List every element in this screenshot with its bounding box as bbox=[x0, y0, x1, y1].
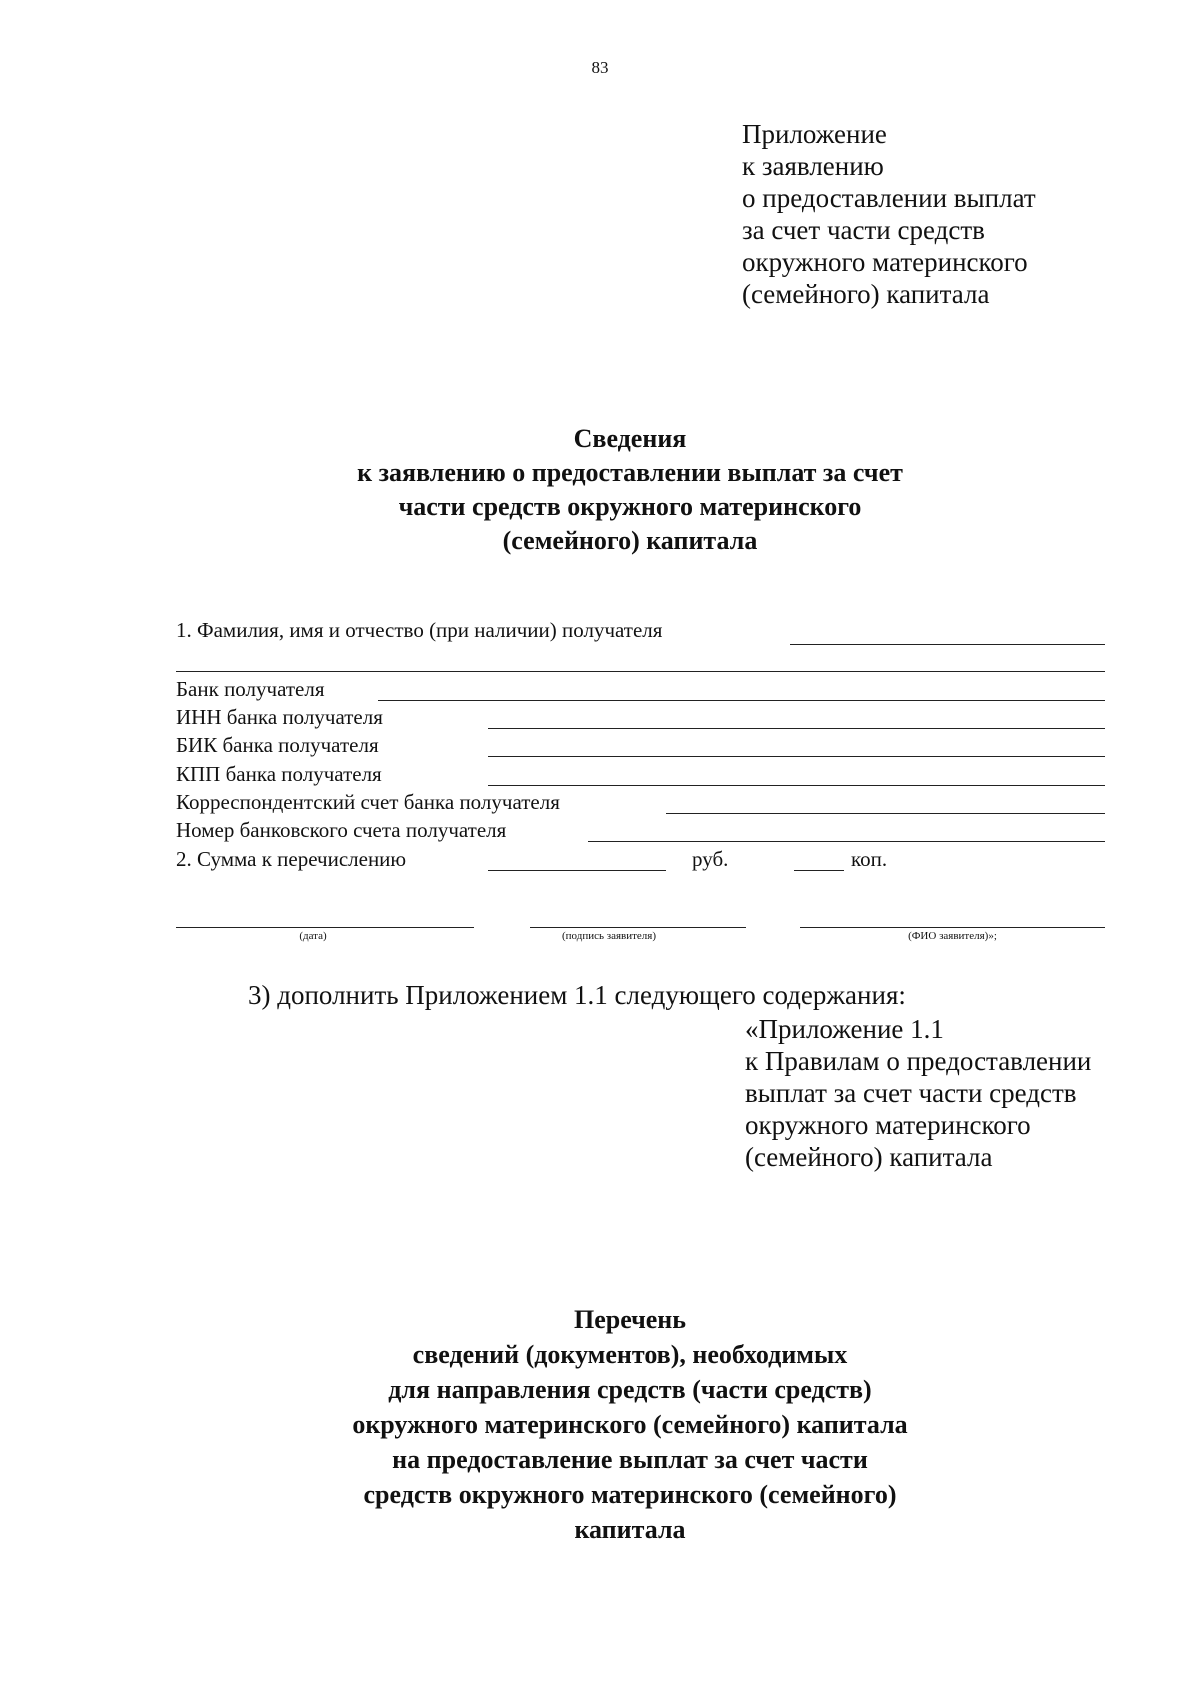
form-title-line: (семейного) капитала bbox=[502, 526, 758, 555]
bank-inn-label: ИНН банка получателя bbox=[176, 705, 383, 729]
list-title-line: на предоставление выплат за счет части bbox=[392, 1445, 868, 1474]
account-number-label: Номер банковского счета получателя bbox=[176, 818, 507, 842]
bank-label: Банк получателя bbox=[176, 677, 325, 701]
appendix-header-line: (семейного) капитала bbox=[742, 279, 990, 309]
signature-line[interactable] bbox=[530, 927, 746, 928]
date-caption: (дата) bbox=[299, 930, 327, 942]
form-title-line: Сведения bbox=[573, 424, 687, 453]
bank-kpp-line[interactable] bbox=[488, 785, 1105, 786]
appendix-header-line: за счет части средств bbox=[742, 215, 985, 245]
appendix-1-1-line: (семейного) капитала bbox=[745, 1142, 993, 1172]
bank-kpp-label: КПП банка получателя bbox=[176, 762, 382, 786]
bank-bik-label: БИК банка получателя bbox=[176, 733, 379, 757]
form-title-line: части средств окружного материнского bbox=[398, 492, 862, 521]
account-number-line[interactable] bbox=[588, 841, 1105, 842]
bank-bik-line[interactable] bbox=[488, 756, 1105, 757]
appendix-1-1-line: окружного материнского bbox=[745, 1110, 1031, 1140]
appendix-header-line: окружного материнского bbox=[742, 247, 1028, 277]
list-title-line: сведений (документов), необходимых bbox=[412, 1340, 848, 1369]
form-title bbox=[0, 422, 1200, 558]
amendment-text: 3) дополнить Приложением 1.1 следующего содержания: bbox=[248, 980, 906, 1010]
list-title-line: средств окружного материнского (семейного) bbox=[363, 1480, 897, 1509]
appendix-1-1-line: «Приложение 1.1 bbox=[745, 1014, 944, 1044]
corr-account-line[interactable] bbox=[666, 813, 1105, 814]
list-title bbox=[0, 1302, 1200, 1547]
amount-rub-line[interactable] bbox=[488, 870, 666, 871]
appendix-header-line: к заявлению bbox=[742, 151, 884, 181]
appendix-header bbox=[742, 118, 1036, 310]
bank-line[interactable] bbox=[378, 700, 1105, 701]
list-title-line: Перечень bbox=[573, 1305, 687, 1334]
form-title-line: к заявлению о предоставлении выплат за счет bbox=[357, 458, 903, 487]
full-name-line-2[interactable] bbox=[176, 671, 1105, 672]
appendix-1-1-line: выплат за счет части средств bbox=[745, 1078, 1077, 1108]
amount-label: 2. Сумма к перечислению bbox=[176, 847, 407, 871]
amount-kop-line[interactable] bbox=[794, 870, 844, 871]
page-number: 83 bbox=[591, 58, 609, 77]
appendix-1-1-header bbox=[745, 1013, 1091, 1173]
corr-account-label: Корреспондентский счет банка получателя bbox=[176, 790, 560, 814]
signature-caption: (подпись заявителя) bbox=[561, 930, 657, 942]
date-line[interactable] bbox=[176, 927, 474, 928]
list-title-line: окружного материнского (семейного) капитала bbox=[352, 1410, 908, 1439]
fio-caption: (ФИО заявителя)»; bbox=[908, 930, 997, 942]
appendix-1-1-line: к Правилам о предоставлении bbox=[745, 1046, 1092, 1076]
appendix-header-line: Приложение bbox=[742, 119, 887, 149]
fio-line[interactable] bbox=[800, 927, 1105, 928]
appendix-header-line: о предоставлении выплат bbox=[742, 183, 1036, 213]
full-name-line[interactable] bbox=[790, 644, 1105, 645]
full-name-label: 1. Фамилия, имя и отчество (при наличии) получателя bbox=[176, 618, 663, 642]
rub-label: руб. bbox=[692, 847, 729, 871]
kop-label: коп. bbox=[851, 847, 888, 871]
list-title-line: капитала bbox=[574, 1515, 686, 1544]
bank-inn-line[interactable] bbox=[488, 728, 1105, 729]
list-title-line: для направления средств (части средств) bbox=[388, 1375, 872, 1404]
